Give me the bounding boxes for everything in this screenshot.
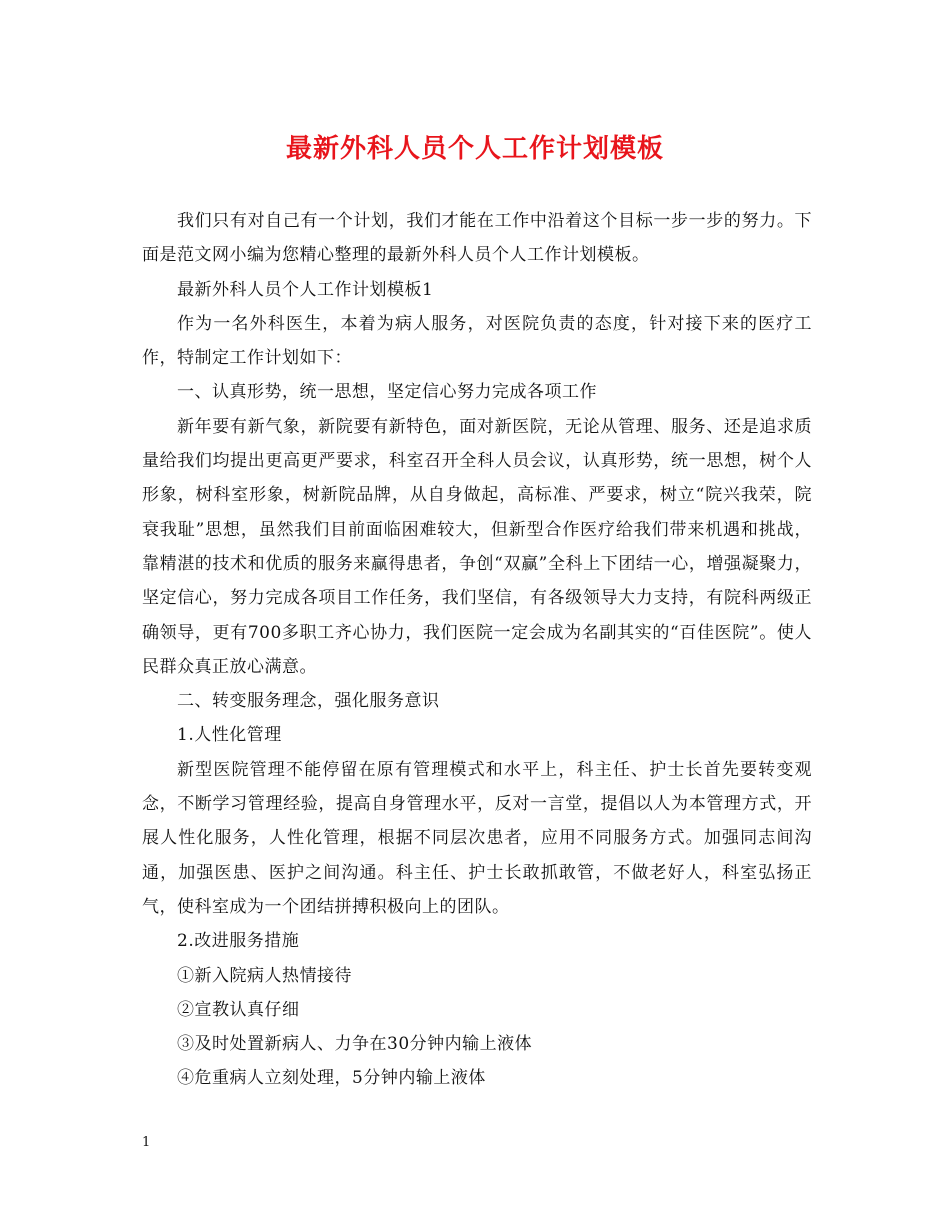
document-title: 最新外科人员个人工作计划模板 [285,134,664,164]
paragraph-intro: 我们只有对自己有一个计划，我们才能在工作中沿着这个目标一步一步的努力。下面是范文网小编为您精心整理的最新外科人员个人工作计划模板。 [142,211,812,266]
subheading-humanized-management: 1.人性化管理 [177,725,282,746]
section-heading-2: 二、转变服务理念，强化服务意识 [177,691,440,712]
page-number: 1 [142,1135,151,1150]
paragraph-section-1: 新年要有新气象，新院要有新特色，面对新医院，无论从管理、服务、还是追求质量给我们均提出更高更严要求，科室召开全科人员会议，认真形势，统一思想，树个人形象，树科室形象，树新院品牌，从自身做起，高标准、严要求，树立“院兴我荣，院衰我耻”思想，虽然我们目前面临困难较大，但新型合作医疗给我们带来机遇和挑战，靠精湛的技术和优质的服务来赢得患者，争创“双赢”全科上下团结一心，增强凝聚力，坚定信心，努力完成各项目工作任务，我们坚信，有各级领导大力支持，有院科两级正确领导，更有700多职工齐心协力，我们医院一定会成为名副其实的“百佳医院”。使人民群众真正放心满意。 [142,416,812,677]
list-item: ②宣教认真仔细 [177,999,300,1020]
list-item: ③及时处置新病人、力争在30分钟内输上液体 [177,1034,533,1055]
section-heading-1: 一、认真形势，统一思想，坚定信心努力完成各项工作 [177,382,597,403]
list-item: ①新入院病人热情接待 [177,965,352,986]
paragraph-purpose: 作为一名外科医生，本着为病人服务，对医院负责的态度，针对接下来的医疗工作，特制定工作计划如下： [142,313,812,369]
paragraph-subtitle: 最新外科人员个人工作计划模板1 [177,279,434,300]
list-item: ④危重病人立刻处理，5分钟内输上液体 [177,1068,486,1089]
subheading-service-measures: 2.改进服务措施 [177,931,300,952]
document-body [142,204,812,1096]
paragraph-humanized-management: 新型医院管理不能停留在原有管理模式和水平上，科主任、护士长首先要转变观念，不断学习管理经验，提高自身管理水平，反对一言堂，提倡以人为本管理方式，开展人性化服务，人性化管理，根据不同层次患者，应用不同服务方式。加强同志间沟通，加强医患、医护之间沟通。科主任、护士长敢抓敢管，不做老好人，科室弘扬正气，使科室成为一个团结拼搏积极向上的团队。 [142,759,812,917]
